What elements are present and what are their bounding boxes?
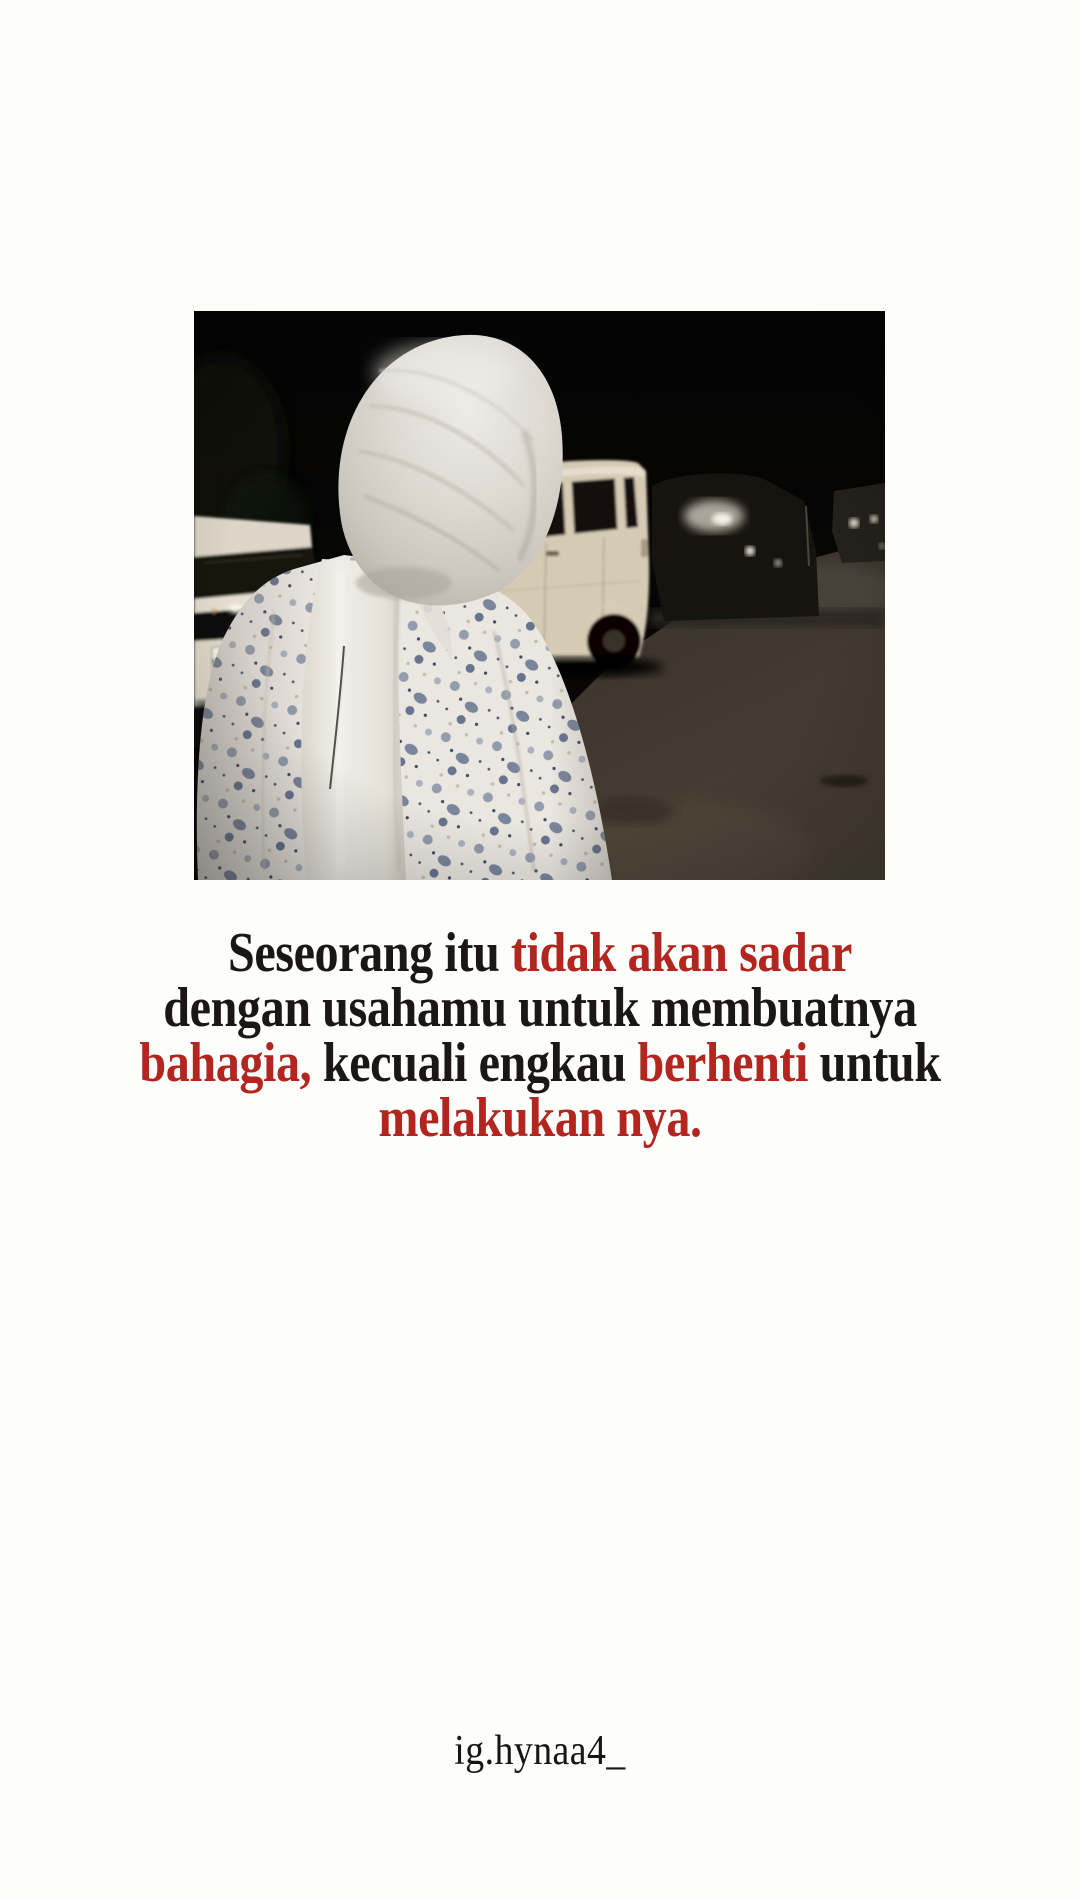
quote-segment-highlight: berhenti — [637, 1032, 808, 1094]
quote-photo — [194, 311, 885, 880]
quote-line — [76, 977, 1005, 1039]
quote-segment-highlight: bahagia, — [139, 1032, 312, 1094]
night-street-scene — [194, 311, 885, 880]
quote-segment: untuk — [807, 1032, 941, 1094]
quote-line — [76, 922, 1005, 984]
quote-segment-highlight: tidak akan sadar — [510, 922, 852, 984]
quote-segment: kecuali engkau — [311, 1032, 638, 1094]
quote-segment: dengan usahamu untuk membuatnya — [163, 977, 917, 1039]
quote-segment-highlight: melakukan nya. — [378, 1087, 702, 1149]
instagram-handle-watermark: ig.hynaa4_ — [454, 1728, 626, 1774]
quote-line — [76, 1087, 1005, 1149]
quote-segment: Seseorang itu — [227, 922, 511, 984]
quote-text — [76, 922, 1005, 1149]
quote-line — [76, 1032, 1005, 1094]
vignette-overlay — [194, 311, 885, 880]
